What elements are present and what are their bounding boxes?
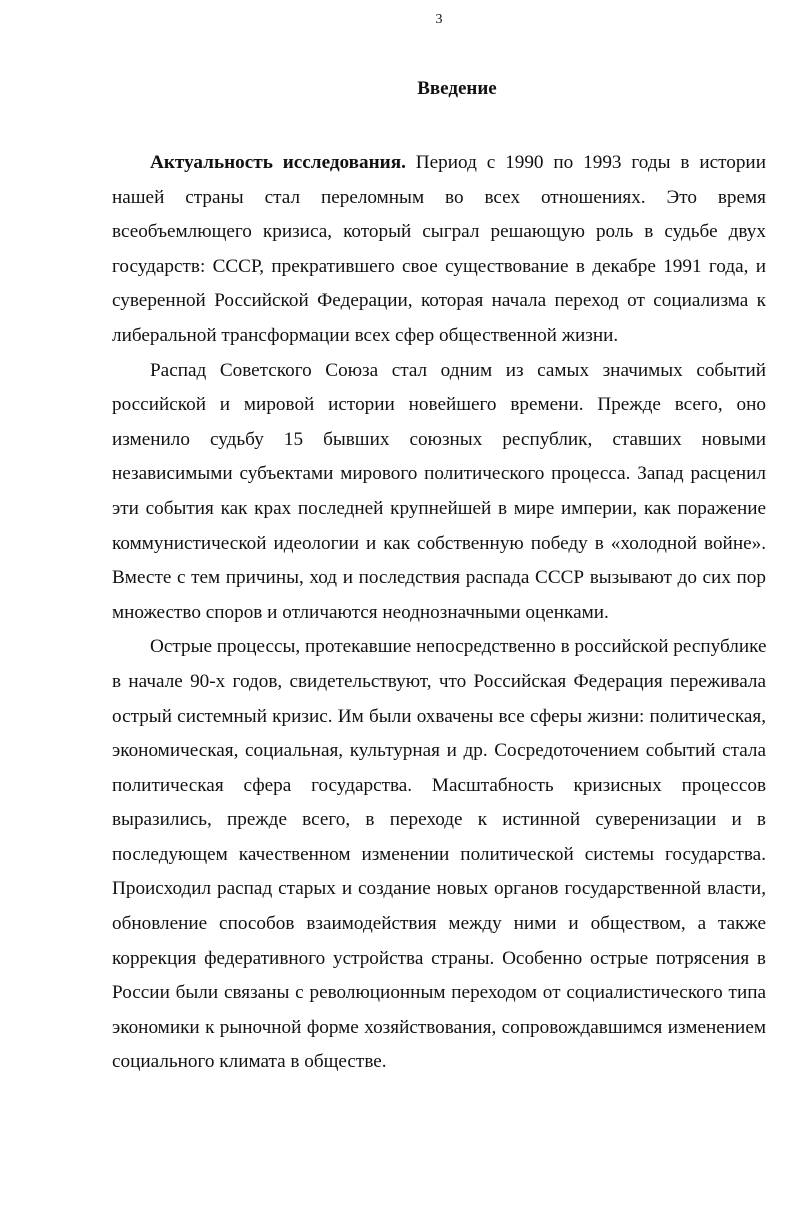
text-line: либеральной трансформации всех сфер общественной жизни. xyxy=(112,324,619,346)
text-line: России были связаны с революционным переходом от социалистического типа xyxy=(112,982,766,1004)
section-heading: Введение xyxy=(417,78,497,99)
text-line: обновление способов взаимодействия между ними и обществом, а также xyxy=(112,913,766,935)
text-line: всеобъемлющего кризиса, который сыграл решающую роль в судьбе двух xyxy=(112,221,766,243)
text-line: социального климата в обществе. xyxy=(112,1051,387,1073)
text-line: государств: СССР, прекратившего свое существование в декабре 1991 года, и xyxy=(112,255,766,277)
text-line: экономическая, социальная, культурная и др. Сосредоточением событий стала xyxy=(112,740,766,762)
text-line: экономики к рыночной форме хозяйствования, сопровождавшимся изменением xyxy=(112,1016,766,1038)
text-line: острый системный кризис. Им были охвачены все сферы жизни: политическая, xyxy=(112,705,766,727)
text-line: изменило судьбу 15 бывших союзных республик, ставших новыми xyxy=(112,428,766,450)
document-body xyxy=(112,146,766,1080)
text-line: Острые процессы, протекавшие непосредственно в российской республике xyxy=(150,636,767,658)
text-line: коррекция федеративного устройства страны. Особенно острые потрясения в xyxy=(112,947,766,969)
text-line: в начале 90-х годов, свидетельствуют, что Российская Федерация переживала xyxy=(112,670,766,692)
bold-lead: Актуальность исследования. xyxy=(150,152,406,173)
text-line: Актуальность исследования. Период с 1990 по 1993 годы в истории xyxy=(150,152,766,173)
text-line: суверенной Российской Федерации, которая начала переход от социализма к xyxy=(112,290,766,312)
text-line: политическая сфера государства. Масштабность кризисных процессов xyxy=(112,774,766,796)
text-line: Происходил распад старых и создание новых органов государственной власти, xyxy=(112,878,766,900)
text-line: эти события как крах последней крупнейшей в мире империи, как поражение xyxy=(112,497,766,519)
text-line: независимыми субъектами мирового политического процесса. Запад расценил xyxy=(112,463,766,485)
text-line: Вместе с тем причины, ход и последствия распада СССР вызывают до сих пор xyxy=(112,567,766,589)
text-line: последующем качественном изменении политической системы государства. xyxy=(112,843,766,865)
text-line: Распад Советского Союза стал одним из самых значимых событий xyxy=(150,359,766,381)
text-line: множество споров и отличаются неоднозначными оценками. xyxy=(112,601,609,623)
paragraph-crisis-processes xyxy=(112,630,766,1080)
paragraph-relevance xyxy=(112,146,766,354)
text-line: нашей страны стал переломным во всех отношениях. Это время xyxy=(112,186,766,208)
text-line: выразились, прежде всего, в переходе к истинной суверенизации и в xyxy=(112,809,766,831)
text-line: коммунистической идеологии и как собственную победу в «холодной войне». xyxy=(112,532,766,554)
text-line: российской и мировой истории новейшего времени. Прежде всего, оно xyxy=(112,394,766,416)
page-number: 3 xyxy=(435,12,443,27)
paragraph-ussr-collapse xyxy=(112,354,766,631)
